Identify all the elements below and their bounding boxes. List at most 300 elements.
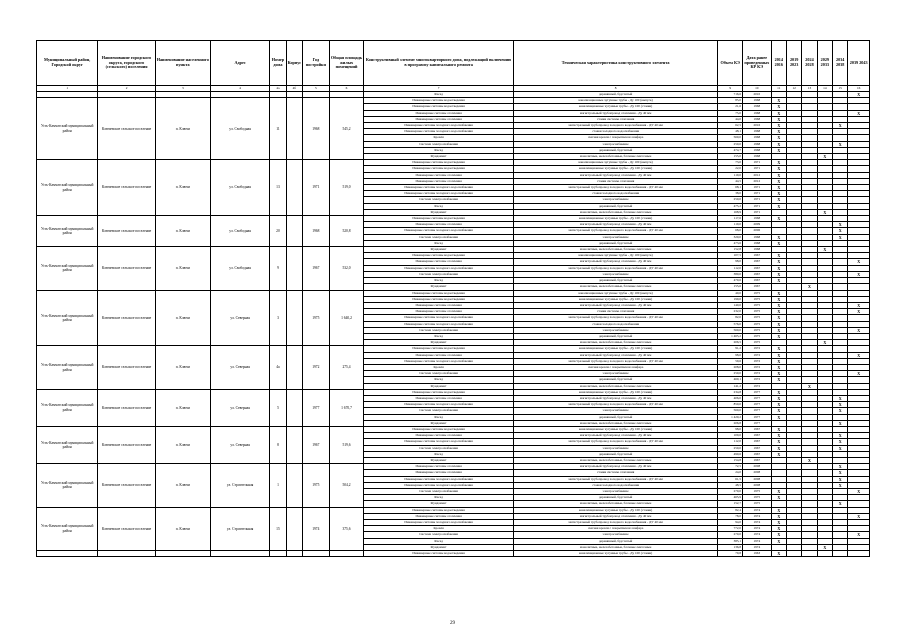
cell-el: Фасад — [364, 240, 513, 246]
cell-vol: 72,5 — [718, 464, 743, 470]
cell-desc: магистральный трубопровод отопления - Дy 40 мм — [513, 464, 718, 470]
cell-desc: деревянный, брусчатый — [513, 538, 718, 544]
cell-vol: 152,8 — [718, 247, 743, 253]
period-mark-cell: X — [833, 470, 848, 476]
cell-desc: магистральный трубопровод отопления - Дy 40 мм — [513, 513, 718, 519]
cell-vol: 576,0 — [718, 321, 743, 327]
cell-date: 1968 — [742, 154, 771, 160]
cell-vol: 79,8 — [718, 551, 743, 557]
cell-date: 1975 — [742, 333, 771, 339]
cell-el: Фундамент — [364, 457, 513, 463]
cell-vol: 68,1 — [718, 185, 743, 191]
cell-date: 1967 — [742, 451, 771, 457]
period-mark-cell: X — [833, 228, 848, 234]
cell-el: Фундамент — [364, 209, 513, 215]
cell-vol: 206,8 — [718, 420, 743, 426]
cell-desc: деревянный, брусчатый — [513, 92, 718, 98]
cell-el: Инженерные системы водоотведения — [364, 346, 513, 352]
cell-vol: 1 465,2 — [718, 333, 743, 339]
cell-desc: канализационные чугунные трубы - Дy 100 (выпуск) — [513, 160, 718, 166]
period-mark-cell: X — [771, 377, 786, 383]
period-mark-cell: X — [848, 489, 870, 495]
period-mark-cell: X — [817, 544, 832, 550]
column-header: 2034 2038 — [833, 41, 848, 86]
cell-el: Инженерные системы холодного водоснабжения — [364, 358, 513, 364]
column-header: Общая площадь жилых помещений — [329, 41, 364, 86]
cell-el: Инженерные системы отопления — [364, 302, 513, 308]
period-mark-cell: X — [771, 104, 786, 110]
cell-district: Усть-Камчатский муниципальный район — [37, 464, 98, 507]
cell-el: Инженерные системы отопления — [364, 259, 513, 265]
cell-vol: 75,0 — [718, 110, 743, 116]
cell-date: 1975 — [742, 290, 771, 296]
cell-date: 1974 — [742, 538, 771, 544]
cell-el: Инженерные системы холодного водоснабжения — [364, 439, 513, 445]
cell-desc: деревянный, брусчатый — [513, 240, 718, 246]
cell-date: 2006 — [742, 228, 771, 234]
cell-house: 1 — [270, 464, 286, 507]
period-mark-cell: X — [771, 489, 786, 495]
cell-date: 1968 — [742, 141, 771, 147]
cell-el: Система электроснабжения — [364, 271, 513, 277]
cell-district: Усть-Камчатский муниципальный район — [37, 426, 98, 463]
period-mark-cell: X — [802, 457, 817, 463]
period-mark-cell: X — [771, 296, 786, 302]
cell-el: Инженерные системы водоотведения — [364, 160, 513, 166]
cell-vol: 460,1 — [718, 377, 743, 383]
period-mark-cell: X — [771, 110, 786, 116]
cell-date: 1977 — [742, 408, 771, 414]
period-mark-cell: X — [848, 271, 870, 277]
cell-street: ул. Северная — [210, 426, 269, 463]
cell-desc: магистральный трубопровод холодного водоснабжения - ДУ 40 мм — [513, 123, 718, 129]
cell-vol: 141,2 — [718, 383, 743, 389]
cell-date: 1968 — [742, 116, 771, 122]
cell-district: Усть-Камчатский муниципальный район — [37, 98, 98, 160]
cell-vol: 772,0 — [718, 526, 743, 532]
table-body — [37, 92, 870, 557]
cell-date: 1968 — [742, 104, 771, 110]
cell-vol: 270,0 — [718, 489, 743, 495]
cell-district: Усть-Камчатский муниципальный район — [37, 346, 98, 389]
cell-el: Инженерные системы холодного водоснабжения — [364, 315, 513, 321]
cell-date: 1974 — [742, 532, 771, 538]
cell-area: 504,2 — [329, 464, 364, 507]
cell-desc: деревянный, брусчатый — [513, 414, 718, 420]
column-number: 10 — [742, 86, 771, 92]
cell-vol: 470,6 — [718, 278, 743, 284]
cell-vol: 155,0 — [718, 154, 743, 160]
cell-el: Фасад — [364, 495, 513, 501]
cell-area: 275,4 — [329, 346, 364, 389]
cell-desc: деревянный, брусчатый — [513, 333, 718, 339]
cell-corpus — [286, 346, 302, 389]
cell-desc: магистральный трубопровод холодного водоснабжения - ДУ 40 мм — [513, 520, 718, 526]
column-number: 12 — [786, 86, 801, 92]
cell-date: 1972 — [742, 383, 771, 389]
period-mark-cell: X — [771, 265, 786, 271]
cell-vol: 98,0 — [718, 352, 743, 358]
column-header: Адрес — [210, 41, 269, 86]
cell-desc: канализационные чугунные трубы - Дy 100 (стояки) — [513, 426, 718, 432]
period-mark-cell: X — [802, 383, 817, 389]
period-mark-cell: X — [833, 123, 848, 129]
period-mark-cell: X — [771, 160, 786, 166]
cell-desc: стояки холодного водоснабжения — [513, 482, 718, 488]
cell-vol: 82,0 — [718, 315, 743, 321]
cell-vol: 48,1 — [718, 129, 743, 135]
column-header: Наименование городского округа, городского (сельского) поселения — [98, 41, 155, 86]
cell-el: Фасад — [364, 203, 513, 209]
cell-vol: 155,6 — [718, 284, 743, 290]
cell-date: 1967 — [742, 265, 771, 271]
cell-el: Фундамент — [364, 247, 513, 253]
cell-vol: 112,0 — [718, 265, 743, 271]
period-mark-cell: X — [771, 507, 786, 513]
cell-corpus — [286, 507, 302, 550]
cell-vol: 136,8 — [718, 544, 743, 550]
cell-district: Усть-Камчатский муниципальный район — [37, 247, 98, 290]
cell-vol: 22,0 — [718, 166, 743, 172]
period-mark-cell: X — [848, 92, 870, 98]
cell-vol: 465,9 — [718, 495, 743, 501]
period-mark-cell: X — [771, 495, 786, 501]
period-mark-cell: X — [848, 259, 870, 265]
cell-desc: стояки системы отопления — [513, 178, 718, 184]
period-mark-cell — [802, 551, 817, 557]
cell-el: Инженерные системы водоотведения — [364, 389, 513, 395]
cell-date: 1968 — [742, 110, 771, 116]
column-header: 2014 2016 — [771, 41, 786, 86]
cell-desc: магистральный трубопровод отопления - Дy 40 мм — [513, 395, 718, 401]
cell-desc: магистральный трубопровод холодного водоснабжения - ДУ 40 мм — [513, 358, 718, 364]
cell-locality: п. Ключи — [155, 464, 210, 507]
cell-settlement: Ключевское сельское поселение — [98, 247, 155, 290]
cell-year: 1968 — [303, 216, 330, 247]
cell-vol: 406,0 — [718, 395, 743, 401]
cell-desc: деревянный, брусчатый — [513, 147, 718, 153]
cell-house: 11 — [270, 98, 286, 160]
cell-el: Инженерные системы холодного водоснабжения — [364, 265, 513, 271]
cell-year — [303, 551, 330, 557]
cell-el: Инженерные системы холодного водоснабжения — [364, 520, 513, 526]
cell-el: Фундамент — [364, 501, 513, 507]
cell-el: Система электроснабжения — [364, 234, 513, 240]
period-mark-cell: X — [833, 501, 848, 507]
cell-desc: монолитные, железобетонные, блочные ленточные — [513, 420, 718, 426]
cell-locality — [155, 551, 210, 557]
cell-desc: канализационные чугунные трубы - Дy 100 (стояки) — [513, 104, 718, 110]
cell-vol: 560,0 — [718, 135, 743, 141]
cell-date: 1967 — [742, 259, 771, 265]
period-mark-cell: X — [771, 520, 786, 526]
period-mark-cell: X — [771, 358, 786, 364]
cell-el: Инженерные системы отопления — [364, 470, 513, 476]
cell-vol: 62,5 — [718, 123, 743, 129]
cell-settlement: Ключевское сельское поселение — [98, 98, 155, 160]
cell-date: 1967 — [742, 284, 771, 290]
cell-date: 1977 — [742, 420, 771, 426]
cell-corpus — [286, 160, 302, 216]
period-mark-cell: X — [848, 532, 870, 538]
cell-vol: 716,6 — [718, 92, 743, 98]
cell-year: 1967 — [303, 426, 330, 463]
capital-repair-table — [36, 40, 870, 557]
cell-corpus — [286, 247, 302, 290]
cell-vol: 73,0 — [718, 160, 743, 166]
cell-el: Инженерные системы отопления — [364, 352, 513, 358]
cell-vol: 234,8 — [718, 389, 743, 395]
cell-desc: стояки системы отопления — [513, 309, 718, 315]
cell-desc: монолитные, железобетонные, блочные ленточные — [513, 383, 718, 389]
cell-el: Инженерные системы холодного водоснабжения — [364, 402, 513, 408]
cell-street — [210, 551, 269, 557]
cell-house: 20 — [270, 216, 286, 247]
period-mark-cell: X — [833, 464, 848, 470]
column-header: Номер дома — [270, 41, 286, 86]
cell-area — [329, 551, 364, 557]
cell-vol: 140,0 — [718, 302, 743, 308]
cell-settlement: Ключевское сельское поселение — [98, 216, 155, 247]
cell-desc: монолитные, железобетонные, блочные ленточные — [513, 544, 718, 550]
cell-date: 2008 — [742, 470, 771, 476]
cell-date: 1975 — [742, 489, 771, 495]
cell-el: Инженерные системы отопления — [364, 116, 513, 122]
period-mark-cell: X — [771, 321, 786, 327]
cell-desc: стояки системы отопления — [513, 116, 718, 122]
cell-vol: 85,0 — [718, 98, 743, 104]
cell-date: 1975 — [742, 309, 771, 315]
cell-date: 1968 — [742, 216, 771, 222]
cell-el: Инженерные системы водоотведения — [364, 166, 513, 172]
cell-desc: монолитные, железобетонные, блочные ленточные — [513, 501, 718, 507]
cell-area: 375,6 — [329, 507, 364, 550]
cell-desc: магистральный трубопровод холодного водоснабжения - ДУ 40 мм — [513, 315, 718, 321]
period-mark-cell — [833, 551, 848, 557]
cell-desc: монолитные, железобетонные, блочные ленточные — [513, 247, 718, 253]
column-number: 4б — [286, 86, 302, 92]
column-number: 1 — [37, 86, 98, 92]
period-mark-cell: X — [833, 395, 848, 401]
column-number: 5 — [303, 86, 330, 92]
cell-date: 1967 — [742, 445, 771, 451]
cell-corpus — [286, 216, 302, 247]
column-number: 4 — [210, 86, 269, 92]
cell-desc: деревянный, брусчатый — [513, 278, 718, 284]
cell-year: 1968 — [303, 98, 330, 160]
cell-corpus — [286, 551, 302, 557]
cell-el: Фасад — [364, 333, 513, 339]
cell-vol: 61,5 — [718, 476, 743, 482]
cell-locality: п. Ключи — [155, 290, 210, 346]
period-mark-cell: X — [771, 445, 786, 451]
cell-corpus — [286, 426, 302, 463]
period-mark-cell: X — [771, 290, 786, 296]
cell-el: Система электроснабжения — [364, 141, 513, 147]
period-mark-cell: X — [771, 191, 786, 197]
period-mark-cell: X — [817, 340, 832, 346]
cell-vol: 40,0 — [718, 290, 743, 296]
cell-date: 2008 — [742, 464, 771, 470]
cell-el: Инженерные системы холодного водоснабжения — [364, 191, 513, 197]
cell-date: 1967 — [742, 278, 771, 284]
period-mark-cell: X — [771, 371, 786, 377]
cell-district: Усть-Камчатский муниципальный район — [37, 507, 98, 550]
cell-vol: 206,5 — [718, 340, 743, 346]
cell-el: Инженерные системы отопления — [364, 395, 513, 401]
cell-desc: магистральный трубопровод холодного водоснабжения - ДУ 40 мм — [513, 476, 718, 482]
cell-el: Инженерные системы холодного водоснабжения — [364, 228, 513, 234]
cell-date: 1967 — [742, 271, 771, 277]
cell-el: Инженерные системы холодного водоснабжения — [364, 321, 513, 327]
column-header: Техническая характеристика конструктивного элемента — [513, 41, 718, 86]
cell-date: 1977 — [742, 389, 771, 395]
cell-district: Усть-Камчатский муниципальный район — [37, 216, 98, 247]
cell-desc: монолитные, железобетонные, блочные ленточные — [513, 284, 718, 290]
cell-desc: монолитные, железобетонные, блочные ленточные — [513, 209, 718, 215]
cell-el: Инженерные системы отопления — [364, 222, 513, 228]
cell-el: Инженерные системы холодного водоснабжения — [364, 129, 513, 135]
column-number: 15 — [833, 86, 848, 92]
cell-date: 1975 — [742, 327, 771, 333]
cell-date: 1971 — [742, 160, 771, 166]
cell-vol: 250,0 — [718, 445, 743, 451]
cell-vol: 1 420,2 — [718, 414, 743, 420]
cell-desc: стояки системы отопления — [513, 470, 718, 476]
cell-district: Усть-Камчатский муниципальный район — [37, 160, 98, 216]
cell-district: Усть-Камчатский муниципальный район — [37, 290, 98, 346]
cell-vol: 98,0 — [718, 259, 743, 265]
period-mark-cell: X — [771, 414, 786, 420]
column-number: 9 — [718, 86, 743, 92]
period-mark-cell: X — [771, 129, 786, 135]
cell-el: Система электроснабжения — [364, 408, 513, 414]
cell-el: Инженерные системы водоотведения — [364, 290, 513, 296]
period-mark-cell — [817, 551, 832, 557]
cell-vol: 560,0 — [718, 408, 743, 414]
cell-area: 519,0 — [329, 160, 364, 216]
column-header: 2039 2043 — [848, 41, 870, 86]
period-mark-cell: X — [771, 513, 786, 519]
cell-vol: 44,0 — [718, 116, 743, 122]
cell-date: 1971 — [742, 209, 771, 215]
cell-date: 1971 — [742, 197, 771, 203]
column-number: 7 — [364, 86, 513, 92]
period-mark-cell: X — [771, 98, 786, 104]
cell-settlement: Ключевское сельское поселение — [98, 464, 155, 507]
period-mark-cell: X — [848, 309, 870, 315]
cell-area: 519,6 — [329, 426, 364, 463]
column-number: 11 — [771, 86, 786, 92]
cell-locality: п. Ключи — [155, 247, 210, 290]
cell-street: ул. Свободная — [210, 160, 269, 216]
cell-desc: стояки холодного водоснабжения — [513, 191, 718, 197]
document-page — [36, 40, 870, 618]
cell-settlement: Ключевское сельское поселение — [98, 290, 155, 346]
cell-vol: 109,0 — [718, 433, 743, 439]
period-mark-cell: X — [771, 402, 786, 408]
period-mark-cell: X — [771, 309, 786, 315]
cell-desc: магистральный трубопровод отопления - Дy 40 мм — [513, 352, 718, 358]
column-header: 2029 2033 — [817, 41, 832, 86]
cell-house: 5 — [270, 389, 286, 426]
cell-date: 1963 — [742, 551, 771, 557]
period-mark-cell: X — [833, 402, 848, 408]
cell-vol: 78,0 — [718, 513, 743, 519]
cell-settlement: Ключевское сельское поселение — [98, 389, 155, 426]
cell-desc: стояки холодного водоснабжения — [513, 321, 718, 327]
cell-date: 1971 — [742, 191, 771, 197]
cell-el: Инженерные системы отопления — [364, 513, 513, 519]
cell-desc: электроснабжение — [513, 197, 718, 203]
period-mark-cell: X — [817, 209, 832, 215]
cell-vol: 850,0 — [718, 402, 743, 408]
cell-desc: деревянный, брусчатый — [513, 203, 718, 209]
cell-el: Фасад — [364, 414, 513, 420]
cell-house: 15 — [270, 507, 286, 550]
cell-date: 1967 — [742, 457, 771, 463]
cell-desc: монолитные, железобетонные, блочные ленточные — [513, 457, 718, 463]
cell-el: Фундамент — [364, 284, 513, 290]
cell-el: Инженерные системы отопления — [364, 172, 513, 178]
cell-el: Инженерные системы холодного водоснабжения — [364, 185, 513, 191]
cell-vol: 270,0 — [718, 532, 743, 538]
cell-el: Фундамент — [364, 420, 513, 426]
cell-date: 1974 — [742, 526, 771, 532]
cell-desc: канализационные чугунные трубы - Дy 100 (стояки) — [513, 216, 718, 222]
cell-desc: электроснабжение — [513, 371, 718, 377]
cell-date: 1975 — [742, 321, 771, 327]
cell-el: Инженерные системы водоотведения — [364, 551, 513, 557]
cell-el: Инженерные системы отопления — [364, 178, 513, 184]
cell-area: 532,0 — [329, 247, 364, 290]
cell-date: 1975 — [742, 495, 771, 501]
period-mark-cell: X — [848, 327, 870, 333]
cell-el: Кровля — [364, 526, 513, 532]
cell-house: 8 — [270, 426, 286, 463]
column-header: Конструктивный элемент многоквартирного дома, подлежащий включению в программу капитального ремонта — [364, 41, 513, 86]
column-header: Муниципальный район, Городской округ — [37, 41, 98, 86]
cell-date: 1975 — [742, 315, 771, 321]
period-mark-cell: X — [833, 445, 848, 451]
cell-date: 1977 — [742, 402, 771, 408]
cell-vol: 98,0 — [718, 426, 743, 432]
cell-el: Инженерные системы холодного водоснабжения — [364, 476, 513, 482]
cell-year: 1975 — [303, 290, 330, 346]
period-mark-cell: X — [771, 389, 786, 395]
cell-locality: п. Ключи — [155, 160, 210, 216]
cell-desc: электроснабжение — [513, 141, 718, 147]
period-mark-cell: X — [771, 433, 786, 439]
cell-vol: 250,0 — [718, 371, 743, 377]
cell-el: Фасад — [364, 92, 513, 98]
cell-street: ул. Свободная — [210, 98, 269, 160]
column-header: Объем КЭ — [718, 41, 743, 86]
cell-desc: канализационные чугунные трубы - Дy 100 (выпуск) — [513, 290, 718, 296]
cell-el: Инженерные системы отопления — [364, 464, 513, 470]
period-mark-cell: X — [771, 166, 786, 172]
period-mark-cell: X — [771, 185, 786, 191]
period-mark-cell: X — [771, 123, 786, 129]
cell-desc: скатная кровля с покрытием из шифера — [513, 364, 718, 370]
cell-street: ул. Строительная — [210, 464, 269, 507]
period-mark-cell: X — [771, 315, 786, 321]
cell-desc: магистральный трубопровод отопления - Дy 40 мм — [513, 259, 718, 265]
cell-vol: 474,7 — [718, 147, 743, 153]
cell-vol: 48,5 — [718, 482, 743, 488]
cell-date: 1974 — [742, 520, 771, 526]
period-mark-cell: X — [771, 253, 786, 259]
